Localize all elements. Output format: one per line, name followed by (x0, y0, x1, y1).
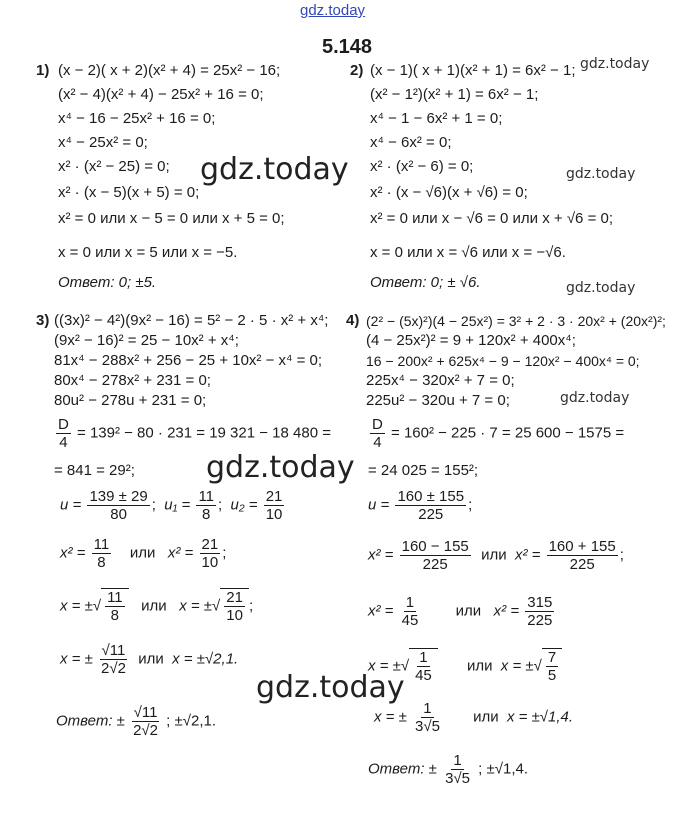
p4-ans-den: 3√5 (445, 770, 470, 787)
p3-ili-2: или (141, 597, 167, 615)
p3-ili-3: или (138, 650, 164, 668)
p3-xb-lhs: x = ± (179, 597, 213, 615)
p4-ans-num: 1 (453, 752, 462, 769)
p3-x-final-line (60, 642, 238, 677)
p4-x-final-line (374, 700, 573, 735)
p4-line-4: 225x⁴ − 320x² + 7 = 0; (366, 372, 515, 389)
p2-line-3: x⁴ − 1 − 6x² + 1 = 0; (370, 110, 503, 127)
p1-line-1: (x − 2)( x + 2)(x² + 4) = 25x² − 16; (58, 62, 281, 79)
p4-x-sqrt-line: x = ±√ $\frac{1}{45}$ или x = ±√ $\frac{7}{5}$ (368, 648, 562, 684)
p3-u1-num: 11 (198, 488, 215, 505)
p4-u-num: 160 ± 155 (397, 488, 465, 505)
p4-x2-line: x² = $\frac{160 - 155}{225}$ или x² = $\frac{160 + 155}{225}$ ; (368, 538, 624, 573)
p3-disc-num: D (58, 416, 69, 433)
p4-disc-cont: = 24 025 = 155²; (368, 462, 479, 479)
p3-u2-den: 10 (265, 506, 283, 523)
p3-u1-den: 8 (202, 506, 211, 523)
p2-line-2: (x² − 1²)(x² + 1) = 6x² − 1; (370, 86, 539, 103)
p2-line-8: x = 0 или x = √6 или x = −√6. (370, 244, 566, 261)
p4-ili-2: или (455, 602, 482, 620)
p3-xa-lhs: x = ± (60, 597, 93, 615)
p4-answer-label: Ответ: ± (368, 760, 437, 778)
p2-line-6: x² · (x − √6)(x + √6) = 0; (370, 184, 528, 201)
p3-discriminant (54, 416, 331, 451)
p4-u-roots: u = $\frac{160 \pm 155}{225}$ ; (368, 488, 473, 523)
p1-line-8: x = 0 или x = 5 или x = −5. (58, 244, 238, 261)
p1-line-5: x² · (x² − 25) = 0; (58, 158, 170, 175)
p4-x2d-num: 315 (527, 594, 553, 611)
p4-discriminant (368, 416, 624, 451)
p4-xb-den: 5 (547, 667, 557, 684)
p3-line-5: 80u² − 278u + 231 = 0; (54, 392, 207, 409)
p3-answer (56, 704, 216, 739)
p2-line-4: x⁴ − 6x² = 0; (370, 134, 452, 151)
p1-line-2: (x² − 4)(x² + 4) − 25x² + 16 = 0; (58, 86, 264, 103)
p4-x2c-num: 1 (405, 594, 415, 611)
watermark-1: gdz.today (200, 152, 349, 187)
watermark-small-3: gdz.today (566, 280, 636, 296)
p1-line-6: x² · (x − 5)(x + 5) = 0; (58, 184, 200, 201)
p3-u-roots: u = $\frac{139 \pm 29}{80}$ ; u₁ = $\frac{11}{8}$ ; u₂ = $\frac{21}{10}$ (60, 488, 283, 523)
p4-xd: x = ±√1,4. (506, 708, 574, 726)
p4-x2a-num: 160 − 155 (401, 538, 469, 555)
p3-line-2: (9x² − 16)² = 25 − 10x² + x⁴; (54, 332, 239, 349)
p3-xb-den: 10 (226, 607, 243, 624)
p3-xb-num: 21 (226, 589, 243, 606)
p4-x2d-den: 225 (527, 612, 553, 629)
p3-ans-den: 2√2 (133, 722, 158, 739)
p3-x3a-lhs: x = ± (60, 650, 93, 668)
p3-x2b-num: 21 (201, 536, 219, 553)
watermark-small-1: gdz.today (580, 56, 650, 72)
p4-x2a-den: 225 (422, 556, 448, 573)
p4-disc-num: D (372, 416, 383, 433)
p4-u-den: 225 (418, 506, 444, 523)
p1-line-7: x² = 0 или x − 5 = 0 или x + 5 = 0; (58, 210, 285, 227)
p3-xa-num: 11 (107, 589, 123, 606)
p3-ans-num: √11 (133, 704, 158, 721)
p4-disc-rhs: = 160² − 225 · 7 = 25 600 − 1575 = (391, 424, 625, 442)
p3-disc-den: 4 (59, 434, 68, 451)
p2-line-5: x² · (x² − 6) = 0; (370, 158, 474, 175)
p4-xc-den: 3√5 (415, 718, 440, 735)
p1-answer: Ответ: 0; ±5. (58, 274, 157, 291)
p3-answer-label: Ответ: ± (56, 712, 125, 730)
watermark-3: gdz.today (256, 670, 405, 705)
p4-ili-1: или (481, 546, 507, 564)
p4-xa-num: 1 (419, 649, 428, 666)
p4-xb-lhs: x = ± (500, 657, 534, 675)
p3-x2-line: x² = $\frac{11}{8}$ или x² = $\frac{21}{10}$ ; (60, 536, 227, 571)
p4-xc-lhs: x = ± (374, 708, 407, 726)
p3-xa-den: 8 (110, 607, 120, 624)
p3-ili-1: или (129, 544, 156, 562)
p3-x3a-num: √11 (101, 642, 126, 659)
p3-u-den: 80 (110, 506, 127, 523)
p1-line-3: x⁴ − 16 − 25x² + 16 = 0; (58, 110, 216, 127)
watermark-2: gdz.today (206, 450, 355, 485)
p3-line-3: 81x⁴ − 288x² + 256 − 25 + 10x² − x⁴ = 0; (54, 352, 323, 369)
p3-disc-cont: = 841 = 29²; (54, 462, 135, 479)
p2-line-1: (x − 1)( x + 1)(x² + 1) = 6x² − 1; (370, 62, 576, 79)
p3-line-4: 80x⁴ − 278x² + 231 = 0; (54, 372, 211, 389)
p3-answer-tail: ; ±√2,1. (166, 712, 216, 730)
p2-answer: Ответ: 0; ± √6. (370, 274, 481, 291)
p4-line-1: (2² − (5x)²)(4 − 25x²) = 3² + 2 · 3 · 20x² + (20x²)²; (366, 313, 666, 329)
p4-xc-num: 1 (423, 700, 432, 717)
problem-4-label: 4) (346, 312, 360, 329)
p3-line-1: ((3x)² − 4²)(9x² − 16) = 5² − 2 · 5 · x² + x⁴; (54, 312, 329, 329)
p3-x3a-den: 2√2 (101, 660, 126, 677)
p3-x2b-lhs: x² = (167, 544, 194, 562)
p3-u2-num: 21 (265, 488, 283, 505)
p3-u1-lhs: u₁ = (164, 496, 191, 514)
p2-line-7: x² = 0 или x − √6 = 0 или x + √6 = 0; (370, 210, 614, 227)
p4-ili-3: или (466, 657, 493, 675)
p3-x2a-num: 11 (93, 536, 110, 553)
p3-x3b: x = ±√2,1. (172, 650, 239, 668)
p4-xa-den: 45 (415, 667, 432, 684)
problem-1-label: 1) (36, 62, 50, 79)
p3-x-sqrt-line: x = ±√ $\frac{11}{8}$ или x = ±√ $\frac{21}{10}$ ; (60, 589, 254, 624)
p4-xa-lhs: x = ± (368, 657, 401, 675)
site-header-link[interactable]: gdz.today (300, 2, 366, 19)
p3-u2-lhs: u₂ = (230, 496, 258, 514)
p4-answer-tail: ; ±√1,4. (478, 760, 528, 778)
p4-x2-simplified-line: x² = $\frac{1}{45}$ или x² = $\frac{315}{225}$ (368, 594, 553, 629)
problem-2-label: 2) (350, 62, 364, 79)
p3-u-num: 139 ± 29 (89, 488, 148, 505)
p4-xb-num: 7 (547, 649, 557, 666)
p3-disc-rhs: = 139² − 80 · 231 = 19 321 − 18 480 = (77, 424, 331, 442)
p3-x2a-lhs: x² = (60, 544, 86, 562)
p1-line-4: x⁴ − 25x² = 0; (58, 134, 148, 151)
p4-disc-den: 4 (373, 434, 382, 451)
p4-line-2: (4 − 25x²)² = 9 + 120x² + 400x⁴; (366, 332, 576, 349)
p4-x2c-den: 45 (401, 612, 419, 629)
p4-u-lhs: u = (368, 496, 390, 514)
p3-x2b-den: 10 (201, 554, 219, 571)
p4-x2b-den: 225 (569, 556, 595, 573)
watermark-small-4: gdz.today (560, 390, 630, 406)
p4-line-3: 16 − 200x² + 625x⁴ − 9 − 120x² − 400x⁴ = 0; (366, 353, 640, 369)
p3-x2a-den: 8 (97, 554, 106, 571)
p4-x2b-num: 160 + 155 (548, 538, 616, 555)
watermark-small-2: gdz.today (566, 166, 636, 182)
p4-ili-4: или (473, 708, 499, 726)
problem-3-label: 3) (36, 312, 50, 329)
p4-answer (368, 752, 528, 787)
p4-line-5: 225u² − 320u + 7 = 0; (366, 392, 510, 409)
task-number: 5.148 (322, 36, 373, 58)
p3-u-lhs: u = (60, 496, 82, 514)
